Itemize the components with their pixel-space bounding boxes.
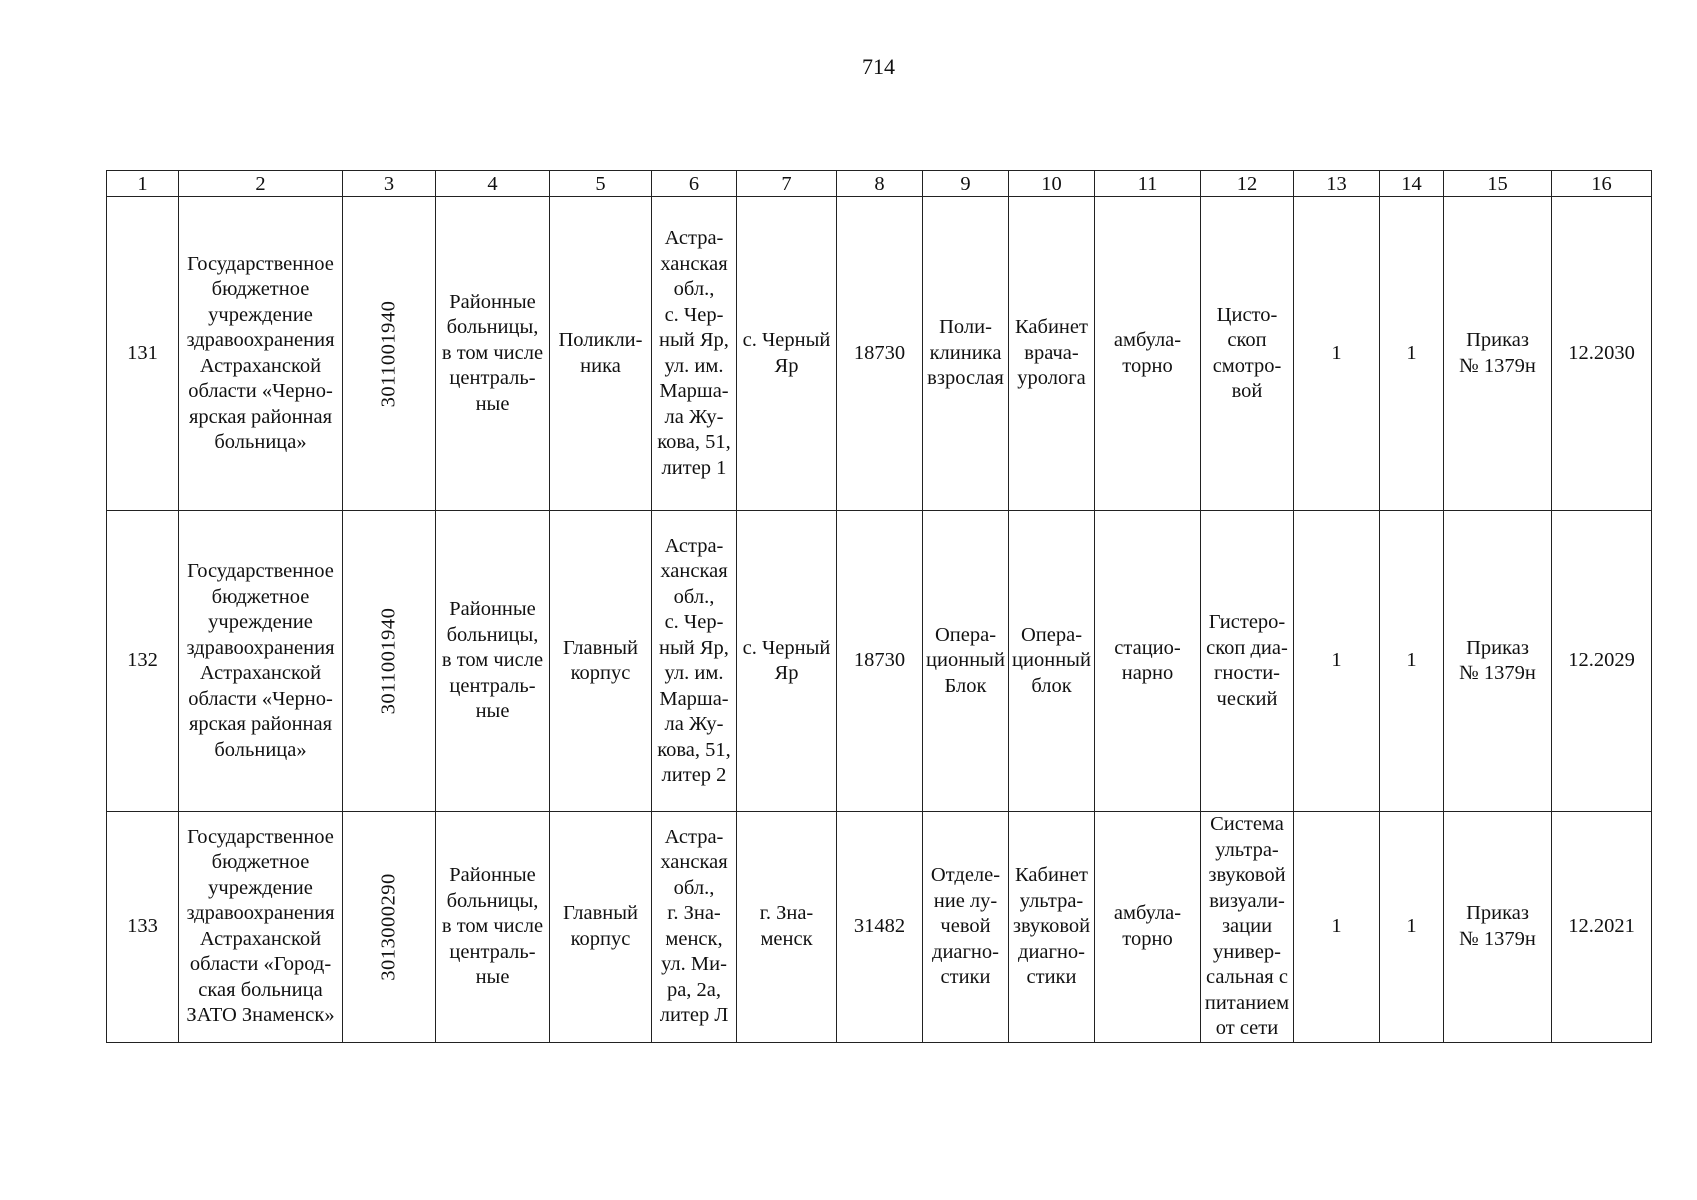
organization-type-cell (436, 197, 550, 511)
quantity-actual: 1 (1406, 649, 1417, 672)
department: Отделе- ние лу- чевой диагно- стики (930, 864, 1001, 988)
department-cell (923, 511, 1009, 812)
order-reference: Приказ № 1379н (1459, 329, 1536, 377)
room: Кабинет ультра- звуковой диагно- стики (1012, 864, 1091, 988)
row-number-cell (107, 511, 179, 812)
table-row (107, 511, 1652, 812)
inn-code: 3011001940 (377, 300, 400, 407)
organization-name: Государственное бюджетное учреждение здравоохранения Астраханской области «Черно- ярская районная больница» (186, 560, 335, 761)
organization-cell (179, 812, 343, 1043)
locality-code: 31482 (853, 915, 906, 937)
inn-cell (343, 812, 436, 1043)
building-cell (550, 812, 652, 1043)
address-cell (652, 511, 737, 812)
locality-cell (737, 197, 837, 511)
column-header: 14 (1380, 171, 1444, 197)
room-cell (1009, 197, 1095, 511)
care-mode: амбула- торно (1113, 902, 1182, 950)
inn-code: 3013000290 (377, 873, 400, 981)
address-cell (652, 197, 737, 511)
date-cell (1552, 511, 1652, 812)
equipment-cell (1201, 812, 1294, 1043)
date-cell (1552, 812, 1652, 1043)
column-header: 11 (1095, 171, 1201, 197)
equipment-registry-table (106, 170, 1652, 1043)
quantity-cell (1380, 511, 1444, 812)
date: 12.2029 (1568, 649, 1635, 672)
organization-type: Районные больницы, в том числе централь- ные (441, 598, 544, 723)
equipment-name: Гистеро- скоп диа- гности- ческий (1206, 611, 1288, 710)
order-cell (1444, 812, 1552, 1043)
column-header: 5 (550, 171, 652, 197)
equipment-name: Цисто- скоп смотро- вой (1212, 303, 1282, 402)
organization-type-cell (436, 812, 550, 1043)
address: Астра- ханская обл., г. Зна- менск, ул. Ми- ра, 2а, литер Л (659, 825, 729, 1027)
organization-name: Государственное бюджетное учреждение здравоохранения Астраханской области «Город- ская больница ЗАТО Знаменск» (186, 825, 335, 1027)
quantity-required: 1 (1331, 649, 1342, 672)
column-header: 15 (1444, 171, 1552, 197)
department: Поли- клиника взрослая (927, 316, 1004, 390)
quantity-cell (1294, 511, 1380, 812)
code-cell (837, 812, 923, 1043)
page-number: 714 (862, 54, 895, 79)
inn-code: 3011001940 (377, 607, 400, 715)
order-cell (1444, 197, 1552, 511)
quantity-cell (1294, 812, 1380, 1043)
column-header: 8 (837, 171, 923, 197)
quantity-required: 1 (1331, 915, 1342, 937)
column-header: 2 (179, 171, 343, 197)
column-header: 7 (737, 171, 837, 197)
room: Кабинет врача- уролога (1015, 316, 1088, 390)
organization-name: Государственное бюджетное учреждение здравоохранения Астраханской области «Черно- ярская районная больница» (186, 252, 335, 453)
quantity-cell (1294, 197, 1380, 511)
inn-cell (343, 197, 436, 511)
quantity-cell (1380, 197, 1444, 511)
equipment-name: Система ультра- звуковой визуали- зации универ- сальная с питанием от сети (1204, 813, 1290, 1039)
inn-cell (343, 511, 436, 812)
locality: г. Зна- менск (759, 902, 814, 950)
table-row (107, 197, 1652, 511)
locality-code: 18730 (853, 649, 906, 672)
room-cell (1009, 511, 1095, 812)
organization-type: Районные больницы, в том числе централь- ные (441, 864, 544, 988)
building-name: Главный корпус (562, 902, 639, 950)
care-mode-cell (1095, 197, 1201, 511)
row-number: 131 (127, 341, 158, 364)
row-number: 133 (127, 915, 158, 937)
column-header: 13 (1294, 171, 1380, 197)
date: 12.2021 (1568, 915, 1635, 937)
date: 12.2030 (1568, 341, 1635, 364)
organization-cell (179, 511, 343, 812)
locality-cell (737, 812, 837, 1043)
code-cell (837, 197, 923, 511)
code-cell (837, 511, 923, 812)
care-mode: амбула- торно (1113, 329, 1182, 377)
order-reference: Приказ № 1379н (1459, 636, 1536, 684)
building-cell (550, 197, 652, 511)
column-header: 9 (923, 171, 1009, 197)
organization-cell (179, 197, 343, 511)
room: Опера- ционный блок (1012, 623, 1091, 697)
table-row (107, 812, 1652, 1043)
order-cell (1444, 511, 1552, 812)
column-header: 10 (1009, 171, 1095, 197)
column-header: 3 (343, 171, 436, 197)
quantity-actual: 1 (1406, 915, 1417, 937)
care-mode-cell (1095, 511, 1201, 812)
department: Опера- ционный Блок (926, 623, 1005, 697)
order-reference: Приказ № 1379н (1459, 902, 1536, 950)
locality-code: 18730 (853, 341, 906, 364)
row-number-cell (107, 812, 179, 1043)
date-cell (1552, 197, 1652, 511)
header-row (107, 171, 1652, 197)
quantity-required: 1 (1331, 341, 1342, 364)
equipment-cell (1201, 511, 1294, 812)
department-cell (923, 812, 1009, 1043)
building-name: Главный корпус (562, 636, 639, 684)
column-header: 4 (436, 171, 550, 197)
column-header: 6 (652, 171, 737, 197)
address-cell (652, 812, 737, 1043)
column-header: 12 (1201, 171, 1294, 197)
quantity-cell (1380, 812, 1444, 1043)
organization-type: Районные больницы, в том числе централь- ные (441, 290, 544, 415)
row-number: 132 (127, 649, 158, 672)
equipment-cell (1201, 197, 1294, 511)
room-cell (1009, 812, 1095, 1043)
care-mode-cell (1095, 812, 1201, 1043)
locality: с. Черный Яр (742, 329, 831, 377)
quantity-actual: 1 (1406, 341, 1417, 364)
locality-cell (737, 511, 837, 812)
care-mode: стацио- нарно (1114, 636, 1181, 684)
building-name: Поликли- ника (558, 329, 643, 377)
building-cell (550, 511, 652, 812)
row-number-cell (107, 197, 179, 511)
address: Астра- ханская обл., с. Чер- ный Яр, ул. им. Марша- ла Жу- кова, 51, литер 1 (657, 227, 731, 479)
department-cell (923, 197, 1009, 511)
address: Астра- ханская обл., с. Чер- ный Яр, ул. им. Марша- ла Жу- кова, 51, литер 2 (657, 534, 731, 786)
locality: с. Черный Яр (742, 636, 831, 684)
organization-type-cell (436, 511, 550, 812)
column-header: 16 (1552, 171, 1652, 197)
column-header: 1 (107, 171, 179, 197)
